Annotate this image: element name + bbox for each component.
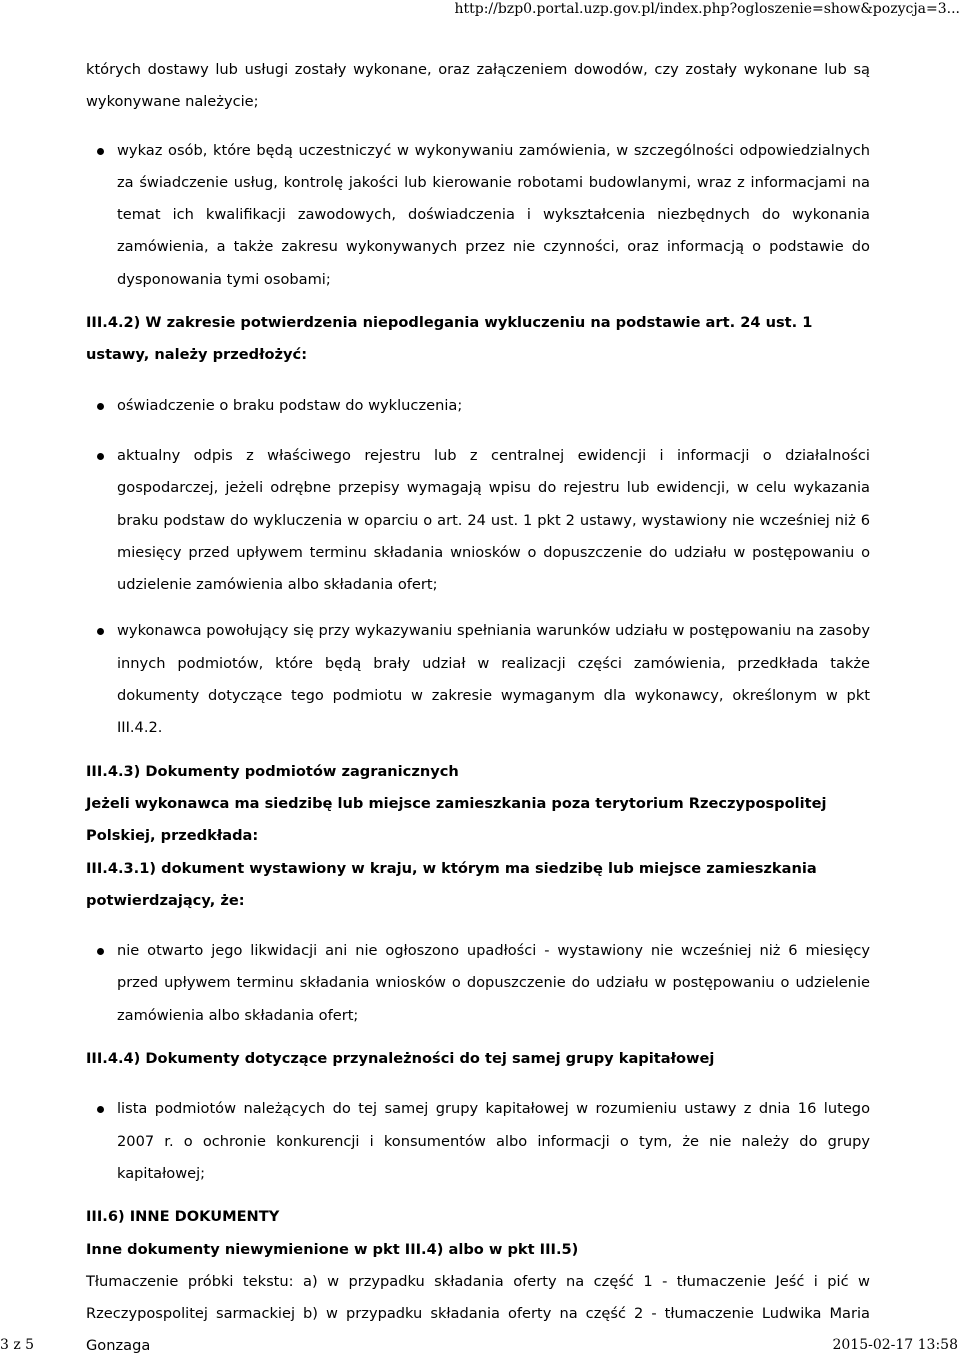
foreign-docs-list [86, 935, 870, 1032]
personnel-list [86, 135, 870, 296]
list-item: wykonawca powołujący się przy wykazywaniu spełniania warunków udziału w postępowaniu na zasoby innych podmiotów, które będą brały udział w realizacji części zamówienia, przedkłada także dokumenty dotyczące tego podmiotu w zakresie wymaganym dla wykonawcy, określonym w pkt III.4.2. [86, 615, 870, 744]
capital-group-list [86, 1093, 870, 1190]
list-item: oświadczenie o braku podstaw do wykluczenia; [86, 390, 870, 422]
list-spacer [86, 601, 870, 615]
document-body [86, 54, 870, 1363]
foreign-contractor-heading: Jeżeli wykonawca ma siedzibę lub miejsce zamieszkania poza terytorium Rzeczypospolitej Polskiej, przedkłada: [86, 794, 827, 845]
list-spacer [86, 422, 870, 440]
list-item: aktualny odpis z właściwego rejestru lub z centralnej ewidencji i informacji o działalności gospodarczej, jeżeli odrębne przepisy wymagają wpisu do rejestru lub ewidencji, w celu wykazania braku podstaw do wykluczenia w oparciu o art. 24 ust. 1 pkt 2 ustawy, wystawiony nie wcześniej niż 6 miesięcy przed upływem terminu składania wniosków o dopuszczenie do udziału w postępowaniu o udzielenie zamówienia albo składania ofert; [86, 440, 870, 601]
list-item: lista podmiotów należących do tej samej grupy kapitałowej w rozumieniu ustawy z dnia 16 lutego 2007 r. o ochronie konkurencji i konsumentów albo informacji o tym, że nie należy do grupy kapitałowej; [86, 1093, 870, 1190]
page-url-header: http://bzp0.portal.uzp.gov.pl/index.php?ogloszenie=show&pozycja=3... [454, 1, 960, 17]
section-heading-iii-4-3: III.4.3) Dokumenty podmiotów zagranicznych [86, 762, 459, 780]
section-heading-iii-4-3-1: III.4.3.1) dokument wystawiony w kraju, w którym ma siedzibę lub miejsce zamieszkania potwierdzający, że: [86, 859, 817, 909]
section-heading-iii-4-2: III.4.2) W zakresie potwierdzenia niepodlegania wykluczeniu na podstawie art. 24 ust. 1 ustawy, należy przedłożyć: [86, 314, 813, 364]
section-heading-iii-4-4: III.4.4) Dokumenty dotyczące przynależności do tej samej grupy kapitałowej [86, 1050, 715, 1068]
intro-continued-text: których dostawy lub usługi zostały wykonane, oraz załączeniem dowodów, czy zostały wykonane lub są wykonywane należycie; [86, 61, 870, 111]
page-number: 3 z 5 [0, 1337, 35, 1353]
list-item: nie otwarto jego likwidacji ani nie ogłoszono upadłości - wystawiony nie wcześniej niż 6 miesięcy przed upływem terminu składania wniosków o dopuszczenie do udziału w postępowaniu o udzielenie zamówienia albo składania ofert; [86, 935, 870, 1032]
print-datetime: 2015-02-17 13:58 [832, 1337, 958, 1353]
other-docs-heading: Inne dokumenty niewymienione w pkt III.4) albo w pkt III.5) [86, 1240, 579, 1258]
exclusion-docs-list [86, 390, 870, 745]
section-heading-iii-6: III.6) INNE DOKUMENTY [86, 1208, 280, 1226]
other-docs-text: Tłumaczenie próbki tekstu: a) w przypadku składania oferty na część 1 - tłumaczenie Jeść i pić w Rzeczypospolitej sarmackiej b) w przypadku składania oferty na część 2 - tłumaczenie Ludwika Maria Gonzaga [86, 1272, 870, 1355]
list-item: wykaz osób, które będą uczestniczyć w wykonywaniu zamówienia, w szczególności odpowiedzialnych za świadczenie usług, kontrolę jakości lub kierowanie robotami budowlanymi, wraz z informacjami na temat ich kwalifikacji zawodowych, doświadczenia i wykształcenia niezbędnych do wykonania zamówienia, a także zakresu wykonywanych przez nie czynności, oraz informacją o podstawie do dysponowania tymi osobami; [86, 135, 870, 296]
